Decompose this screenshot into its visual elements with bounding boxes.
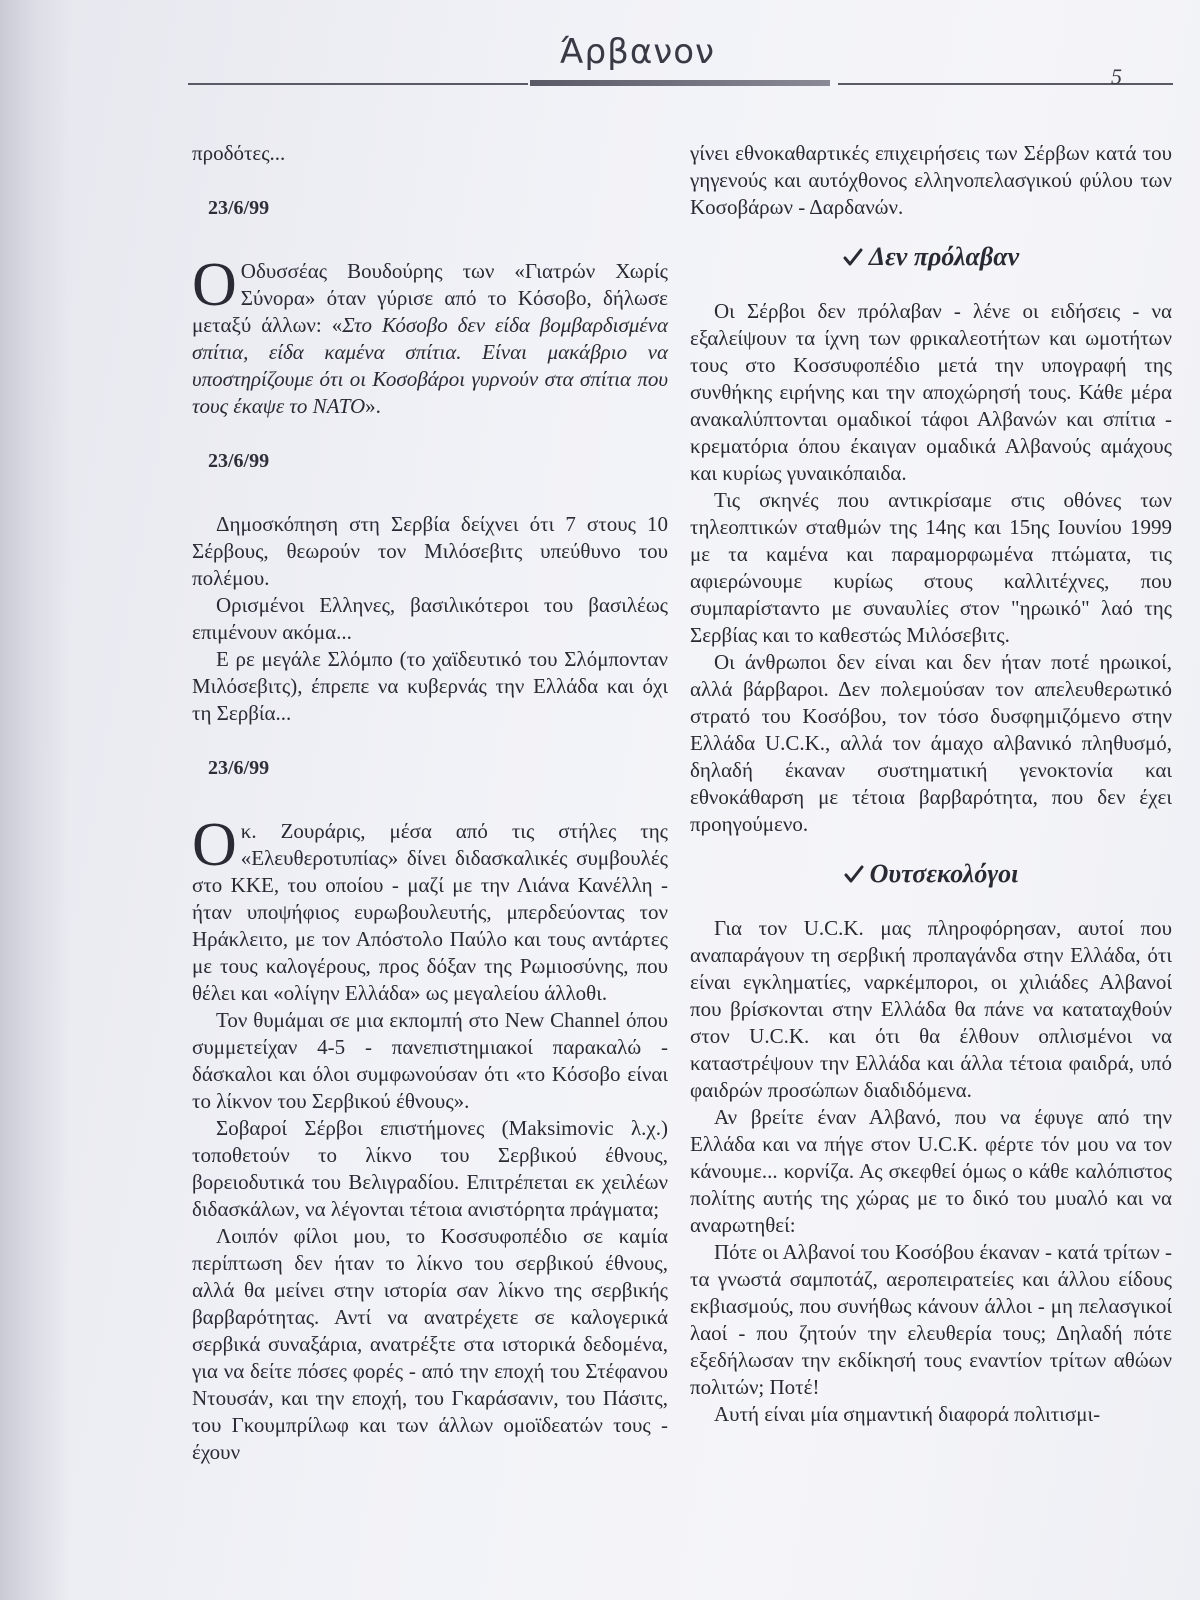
subheading: [690, 243, 1172, 270]
paragraph: Τον θυμάμαι σε μια εκπομπή στο New Channel όπου συμμετείχαν 4-5 - πανεπιστημιακοί παρακαλώ - δάσκαλοι και όλοι συμφωνούσαν ότι «το Κόσοβο είναι το λίκνον του Σερβικού έθνους».: [192, 1008, 668, 1113]
paragraph: Πότε οι Αλβανοί του Κοσόβου έκαναν - κατά τρίτων - τα γνωστά σαμποτάζ, αεροπειρατείες και άλλου είδους εκβιασμούς, που συνήθως κάνουν άλλοι - μη πελασγικοί λαοί - που ζητούν την ελευθερία τους; Δηλαδή πότε εξεδήλωσαν την εκδίκησή τους εναντίον τρίτων αθώων πολιτών; Ποτέ!: [690, 1240, 1172, 1399]
quote-italic: Στο Κόσοβο δεν είδα βομβαρδισμένα σπίτια, είδα καμένα σπίτια. Είναι μακάβριο να υποστηρίζουμε ότι οι Κοσοβάροι γυρνούν στα σπίτια που τους έκαψε το ΝΑΤΟ: [192, 313, 669, 418]
date-heading: 23/6/99: [208, 450, 270, 472]
masthead: Άρβανον: [560, 32, 716, 72]
left-column: [192, 140, 668, 1466]
right-column: [690, 140, 1172, 1428]
subheading-text: Δεν πρόλαβαν: [868, 242, 1020, 271]
drop-cap: Ο: [192, 251, 237, 319]
subheading-text: Ουτσεκολόγοι: [869, 859, 1019, 888]
paragraph: Ε ρε μεγάλε Σλόμπο (το χαϊδευτικό του Σλόμπονταν Μιλόσεβιτς), έπρεπε να κυβερνάς την Ελλάδα και όχι τη Σερβία...: [192, 647, 668, 725]
date-heading: 23/6/99: [208, 197, 270, 219]
checkmark-icon: [843, 247, 863, 267]
paragraph-zouraris: [192, 811, 668, 1007]
header-rule-left: [188, 83, 528, 85]
binding-shadow: [0, 0, 70, 1600]
paragraph: Λοιπόν φίλοι μου, το Κοσσυφοπέδιο σε καμία περίπτωση δεν ήταν το λίκνο του σερβικού έθνους, αλλά θα μείνει στην ιστορία σαν λίκνο της σερβικής βαρβαρότητας. Αντί να ανατρέχετε σε καλογερικά σερβικά συναξάρια, ανατρέξτε στα ιστορικά δεδομένα, για να δείτε πόσες φορές - από την εποχή του Στέφανου Ντουσάν, και την εποχή, του Γκαράσανιν, του Πάσιτς, του Γκουμπρίλωφ και των άλλων ομοϊδεατών τους - έχουν: [192, 1224, 668, 1464]
paragraph-odysseas: [192, 251, 669, 420]
paragraph: γίνει εθνοκαθαρτικές επιχειρήσεις των Σέρβων κατά του γηγενούς και αυτόχθονος ελληνοπελασγικού φύλου των Κοσοβάρων - Δαρδανών.: [690, 141, 1172, 219]
date-heading: 23/6/99: [208, 757, 270, 779]
paragraph-poll: Δημοσκόπηση στη Σερβία δείχνει ότι 7 στους 10 Σέρβους, θεωρούν τον Μιλόσεβιτς υπεύθυνο του πολέμου.: [192, 512, 668, 590]
paragraph: Σοβαροί Σέρβοι επιστήμονες (Maksimovic λ.χ.) τοποθετούν το λίκνο του Σερβικού έθνους, βορειοδυτικά του Βελιγραδίου. Επιτρέπεται εκ χειλέων διδασκάλων, να λέγονται τέτοια ανιστόρητα πράγματα;: [192, 1116, 668, 1221]
paragraph: Οι Σέρβοι δεν πρόλαβαν - λένε οι ειδήσεις - να εξαλείψουν τα ίχνη των φρικαλεοτήτων και ωμοτήτων τους στο Κοσσυφοπέδιο μετά την υπογραφή της συνθήκης ειρήνης και την αποχώρησή τους. Κάθε μέρα ανακαλύπτονται ομαδικοί τάφοι Αλβανών και σπίτια - κρεματόρια όπου έκαιγαν ομαδικά Αλβανούς αμάχους και κυρίως γυναικόπαιδα.: [690, 299, 1172, 485]
paragraph: Ορισμένοι Ελληνες, βασιλικότεροι του βασιλέως επιμένουν ακόμα...: [192, 593, 668, 644]
paragraph: Για τον U.C.K. μας πληροφόρησαν, αυτοί που αναπαράγουν τη σερβική προπαγάνδα στην Ελλάδα, ότι είναι εγκληματίες, ναρκέμποροι, οι χιλιάδες Αλβανοί που βρίσκονται στην Ελλάδα θα πάνε να καταταχθούν στον U.C.K. και ότι θα έλθουν οπλισμένοι να καταστρέψουν την Ελλάδα και άλλα τέτοια φαιδρά, υπό φαιδρών προσώπων διαδιδόμενα.: [690, 916, 1172, 1102]
paragraph: Οι άνθρωποι δεν είναι και δεν ήταν ποτέ ηρωικοί, αλλά βάρβαροι. Δεν πολεμούσαν τον απελευθερωτικό στρατό του Κοσόβου, τον τόσο δυσφημιζόμενο στην Ελλάδα U.C.K., αλλά τον άμαχο αλβανικό πληθυσμό, δηλαδή έκαναν συστηματική γενοκτονία και εθνοκάθαρση με τέτοια βαρβαρότητα, που δεν έχει προηγούμενο.: [690, 650, 1172, 836]
subheading: [690, 860, 1172, 887]
checkmark-icon: [844, 864, 864, 884]
opening-fragment: προδότες...: [192, 141, 286, 165]
paragraph-text: ».: [365, 394, 381, 418]
paragraph-text: Οδυσσέας Βουδούρης των «Γιατρών Χωρίς Σύνορα» όταν γύρισε από το Κόσοβο, δήλωσε μεταξύ άλλων: «: [192, 259, 668, 337]
paragraph-text: κ. Ζουράρις, μέσα από τις στήλες της «Ελευθεροτυπίας» δίνει διδασκαλικές συμβουλές στο ΚΚΕ, του οποίου - μαζί με την Λιάνα Κανέλλη - ήταν υποψήφιος ευρωβουλευτής, μπερδεύοντας τον Ηράκλειτο, με τον Απόστολο Παύλο και τους αντάρτες με τους καλογέρους, προς δόξαν της Ρωμιοσύνης, που θέλει και «ολίγην Ελλάδα» ως μεγαλείου άλλοθι.: [192, 819, 668, 1005]
paragraph: Αν βρείτε έναν Αλβανό, που να έφυγε από την Ελλάδα και να πήγε στον U.C.K. φέρτε τόν μου να τον κάνουμε... κορνίζα. Ας σκεφθεί όμως ο κάθε καλόπιστος πολίτης αυτής της χώρας με το δικό του μυαλό και να αναρωτηθεί:: [690, 1105, 1172, 1237]
paragraph: Τις σκηνές που αντικρίσαμε στις οθόνες των τηλεοπτικών σταθμών της 14ης και 15ης Ιουνίου 1999 με τα καμένα και παραμορφωμένα πτώματα, τις αφιερώνουμε κυρίως στους καλλιτέχνες, που συμπαρίσταντο με συναυλίες στον "ηρωικό" λαό της Σερβίας και το καθεστώς Μιλόσεβιτς.: [690, 488, 1172, 647]
header-rule-center: [530, 80, 830, 86]
page-number: 5: [1111, 64, 1122, 89]
paragraph: Αυτή είναι μία σημαντική διαφορά πολιτισμι-: [714, 1402, 1101, 1426]
drop-cap: Ο: [192, 811, 237, 879]
header-rule-right: [838, 83, 1173, 85]
